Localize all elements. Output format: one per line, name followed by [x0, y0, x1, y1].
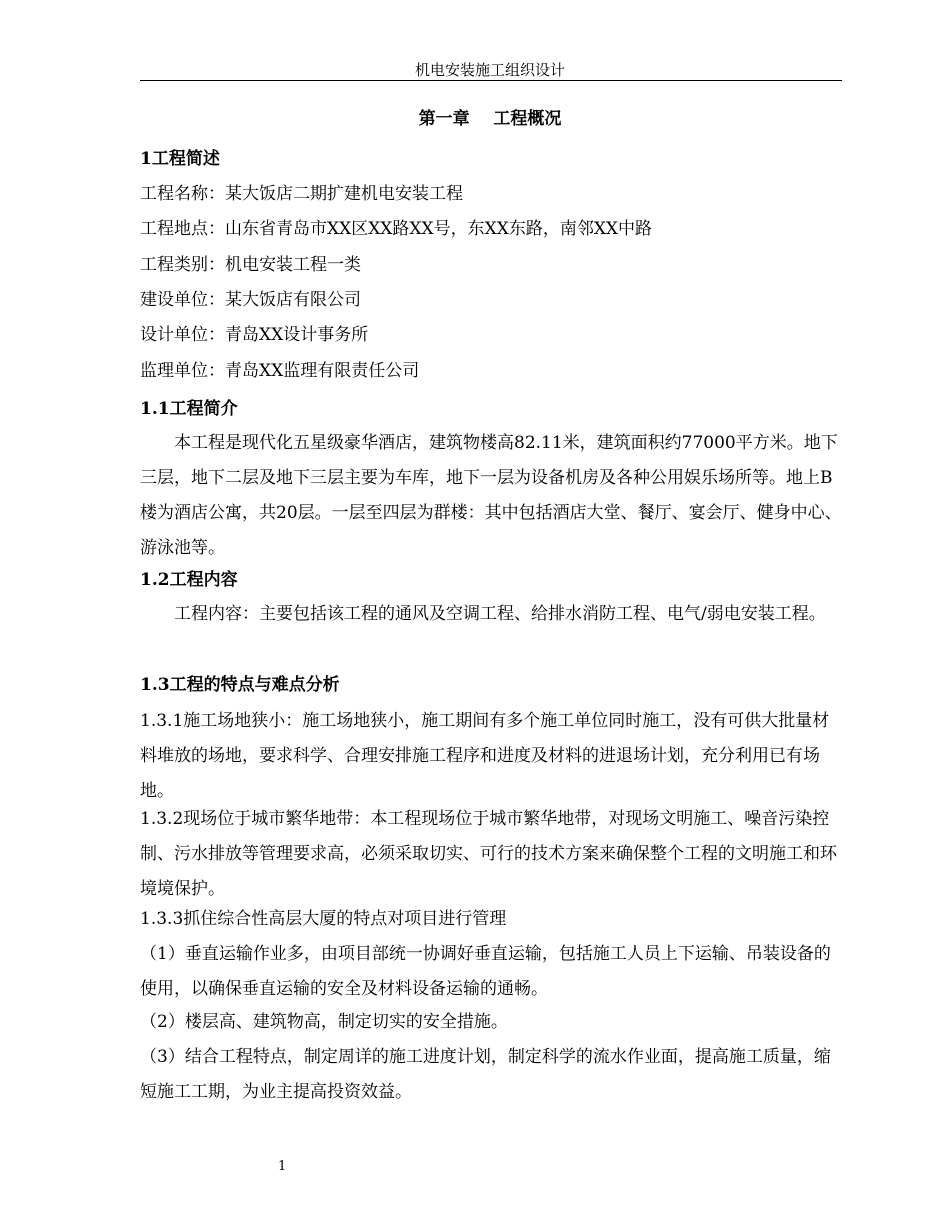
project-intro-paragraph: 本工程是现代化五星级豪华酒店，建筑物楼高82.11米，建筑面积约77000平方米。地下三层，地下二层及地下三层主要为车库，地下一层为设备机房及各种公用娱乐场所等。地上B楼为酒店公寓，共20层。一层至四层为群楼：其中包括酒店大堂、餐厅、宴会厅、健身中心、游泳池等。	[140, 433, 842, 558]
project-scope-paragraph: 工程内容：主要包括该工程的通风及空调工程、给排水消防工程、电气/弱电安装工程。	[174, 604, 826, 624]
chapter-title: 第一章 工程概况	[418, 109, 562, 129]
section-heading-1-1: 1.1工程简介	[140, 399, 238, 419]
running-header: 机电安装施工组织设计	[414, 61, 565, 79]
paragraph-1-3-2: 1.3.2现场位于城市繁华地带：本工程现场位于城市繁华地带，对现场文明施工、噪音污染控制、污水排放等管理要求高，必须采取切实、可行的技术方案来确保整个工程的文明施工和环境境保护。	[140, 809, 837, 899]
list-item-3: （3）结合工程特点，制定周详的施工进度计划，制定科学的流水作业面，提高施工质量，缩短施工工期，为业主提高投资效益。	[140, 1047, 831, 1102]
info-supervisor: 监理单位：青岛XX监理有限责任公司	[140, 361, 420, 381]
section-heading-1-3: 1.3工程的特点与难点分析	[140, 675, 340, 695]
info-owner: 建设单位：某大饭店有限公司	[140, 290, 361, 310]
section-heading-1-2: 1.2工程内容	[140, 570, 238, 590]
header-divider	[140, 80, 842, 81]
info-project-name: 工程名称：某大饭店二期扩建机电安装工程	[140, 184, 463, 204]
section-heading-1: 1工程简述	[140, 149, 220, 169]
list-item-1: （1）垂直运输作业多，由项目部统一协调好垂直运输，包括施工人员上下运输、吊装设备的使用，以确保垂直运输的安全及材料设备运输的通畅。	[140, 944, 831, 999]
info-project-location: 工程地点：山东省青岛市XX区XX路XX号，东XX东路，南邻XX中路	[140, 219, 653, 239]
info-designer: 设计单位：青岛XX设计事务所	[140, 325, 369, 345]
info-project-category: 工程类别：机电安装工程一类	[140, 255, 361, 275]
page-number: 1	[278, 1159, 287, 1174]
list-item-2: （2）楼层高、建筑物高，制定切实的安全措施。	[140, 1012, 508, 1032]
paragraph-1-3-1: 1.3.1施工场地狭小：施工场地狭小，施工期间有多个施工单位同时施工，没有可供大批量材料堆放的场地，要求科学、合理安排施工程序和进度及材料的进退场计划，充分利用已有场地。	[140, 711, 830, 801]
paragraph-1-3-3: 1.3.3抓住综合性高层大厦的特点对项目进行管理	[140, 909, 507, 929]
